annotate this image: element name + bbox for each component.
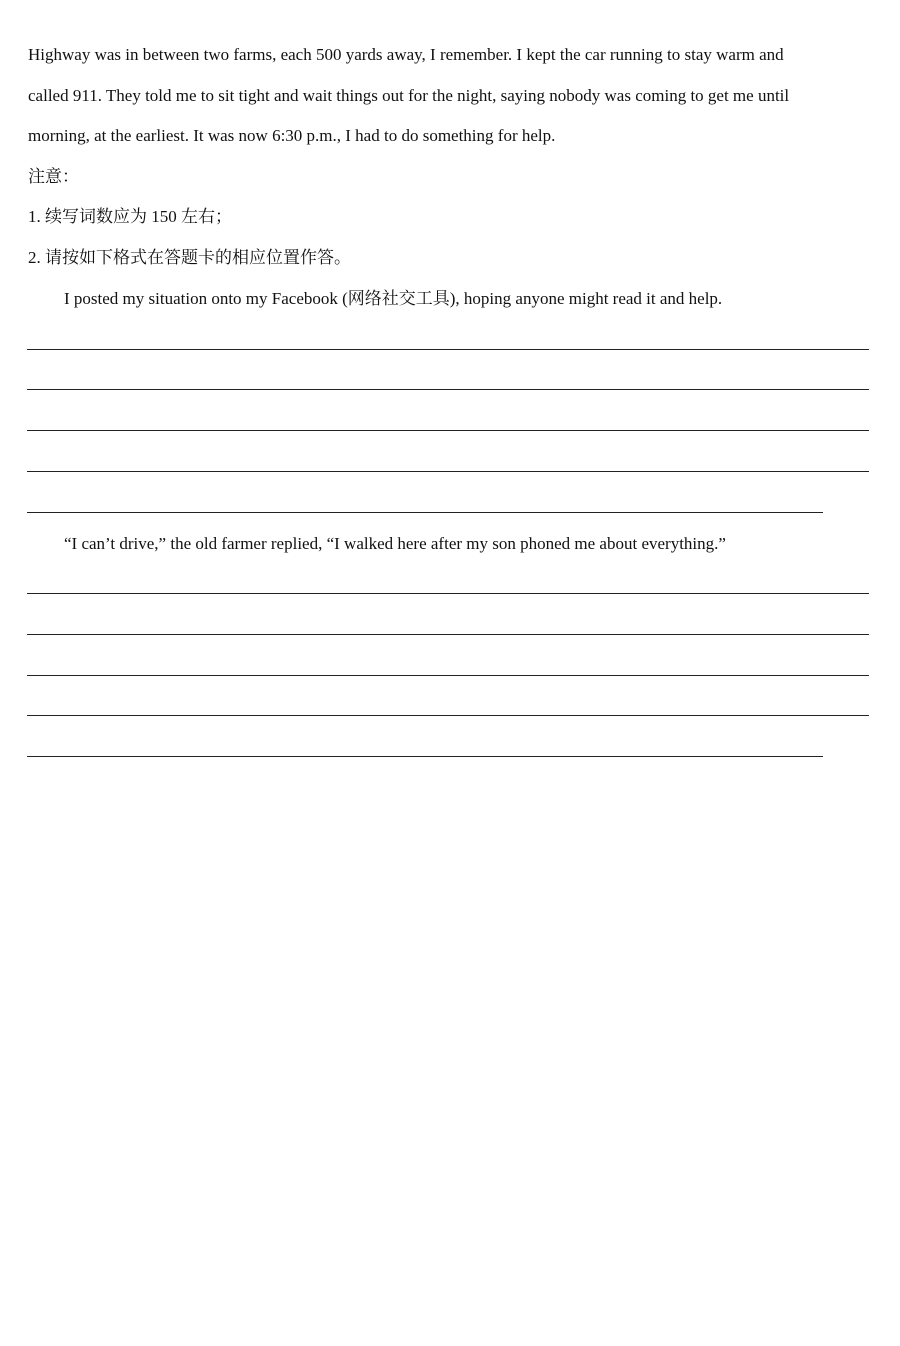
note-item-1: 1. 续写词数应为 150 左右； xyxy=(28,207,232,226)
note-item-2: 2. 请按如下格式在答题卡的相应位置作答。 xyxy=(28,248,351,267)
answer-line[interactable] xyxy=(27,593,869,594)
answer-line[interactable] xyxy=(27,430,869,431)
answer-line[interactable] xyxy=(27,634,869,635)
paragraph-2-opening: “I can’t drive,” the old farmer replied, “I walked here after my son phoned me about everything.” xyxy=(64,534,726,553)
passage-line-2: called 911. They told me to sit tight and wait things out for the night, saying nobody was coming to get me until xyxy=(28,86,790,105)
answer-line[interactable] xyxy=(27,512,823,513)
answer-line[interactable] xyxy=(27,675,869,676)
passage-line-3: morning, at the earliest. It was now 6:30 p.m., I had to do something for help. xyxy=(28,126,556,145)
passage-line-1: Highway was in between two farms, each 500 yards away, I remember. I kept the car running to stay warm and xyxy=(28,45,784,64)
answer-line[interactable] xyxy=(27,389,869,390)
answer-line[interactable] xyxy=(27,756,823,757)
paragraph-1-opening: I posted my situation onto my Facebook (网络社交工具), hoping anyone might read it and help. xyxy=(64,289,723,308)
answer-line[interactable] xyxy=(27,349,869,350)
answer-line[interactable] xyxy=(27,715,869,716)
notes-heading: 注意： xyxy=(28,167,79,186)
answer-line[interactable] xyxy=(27,471,869,472)
